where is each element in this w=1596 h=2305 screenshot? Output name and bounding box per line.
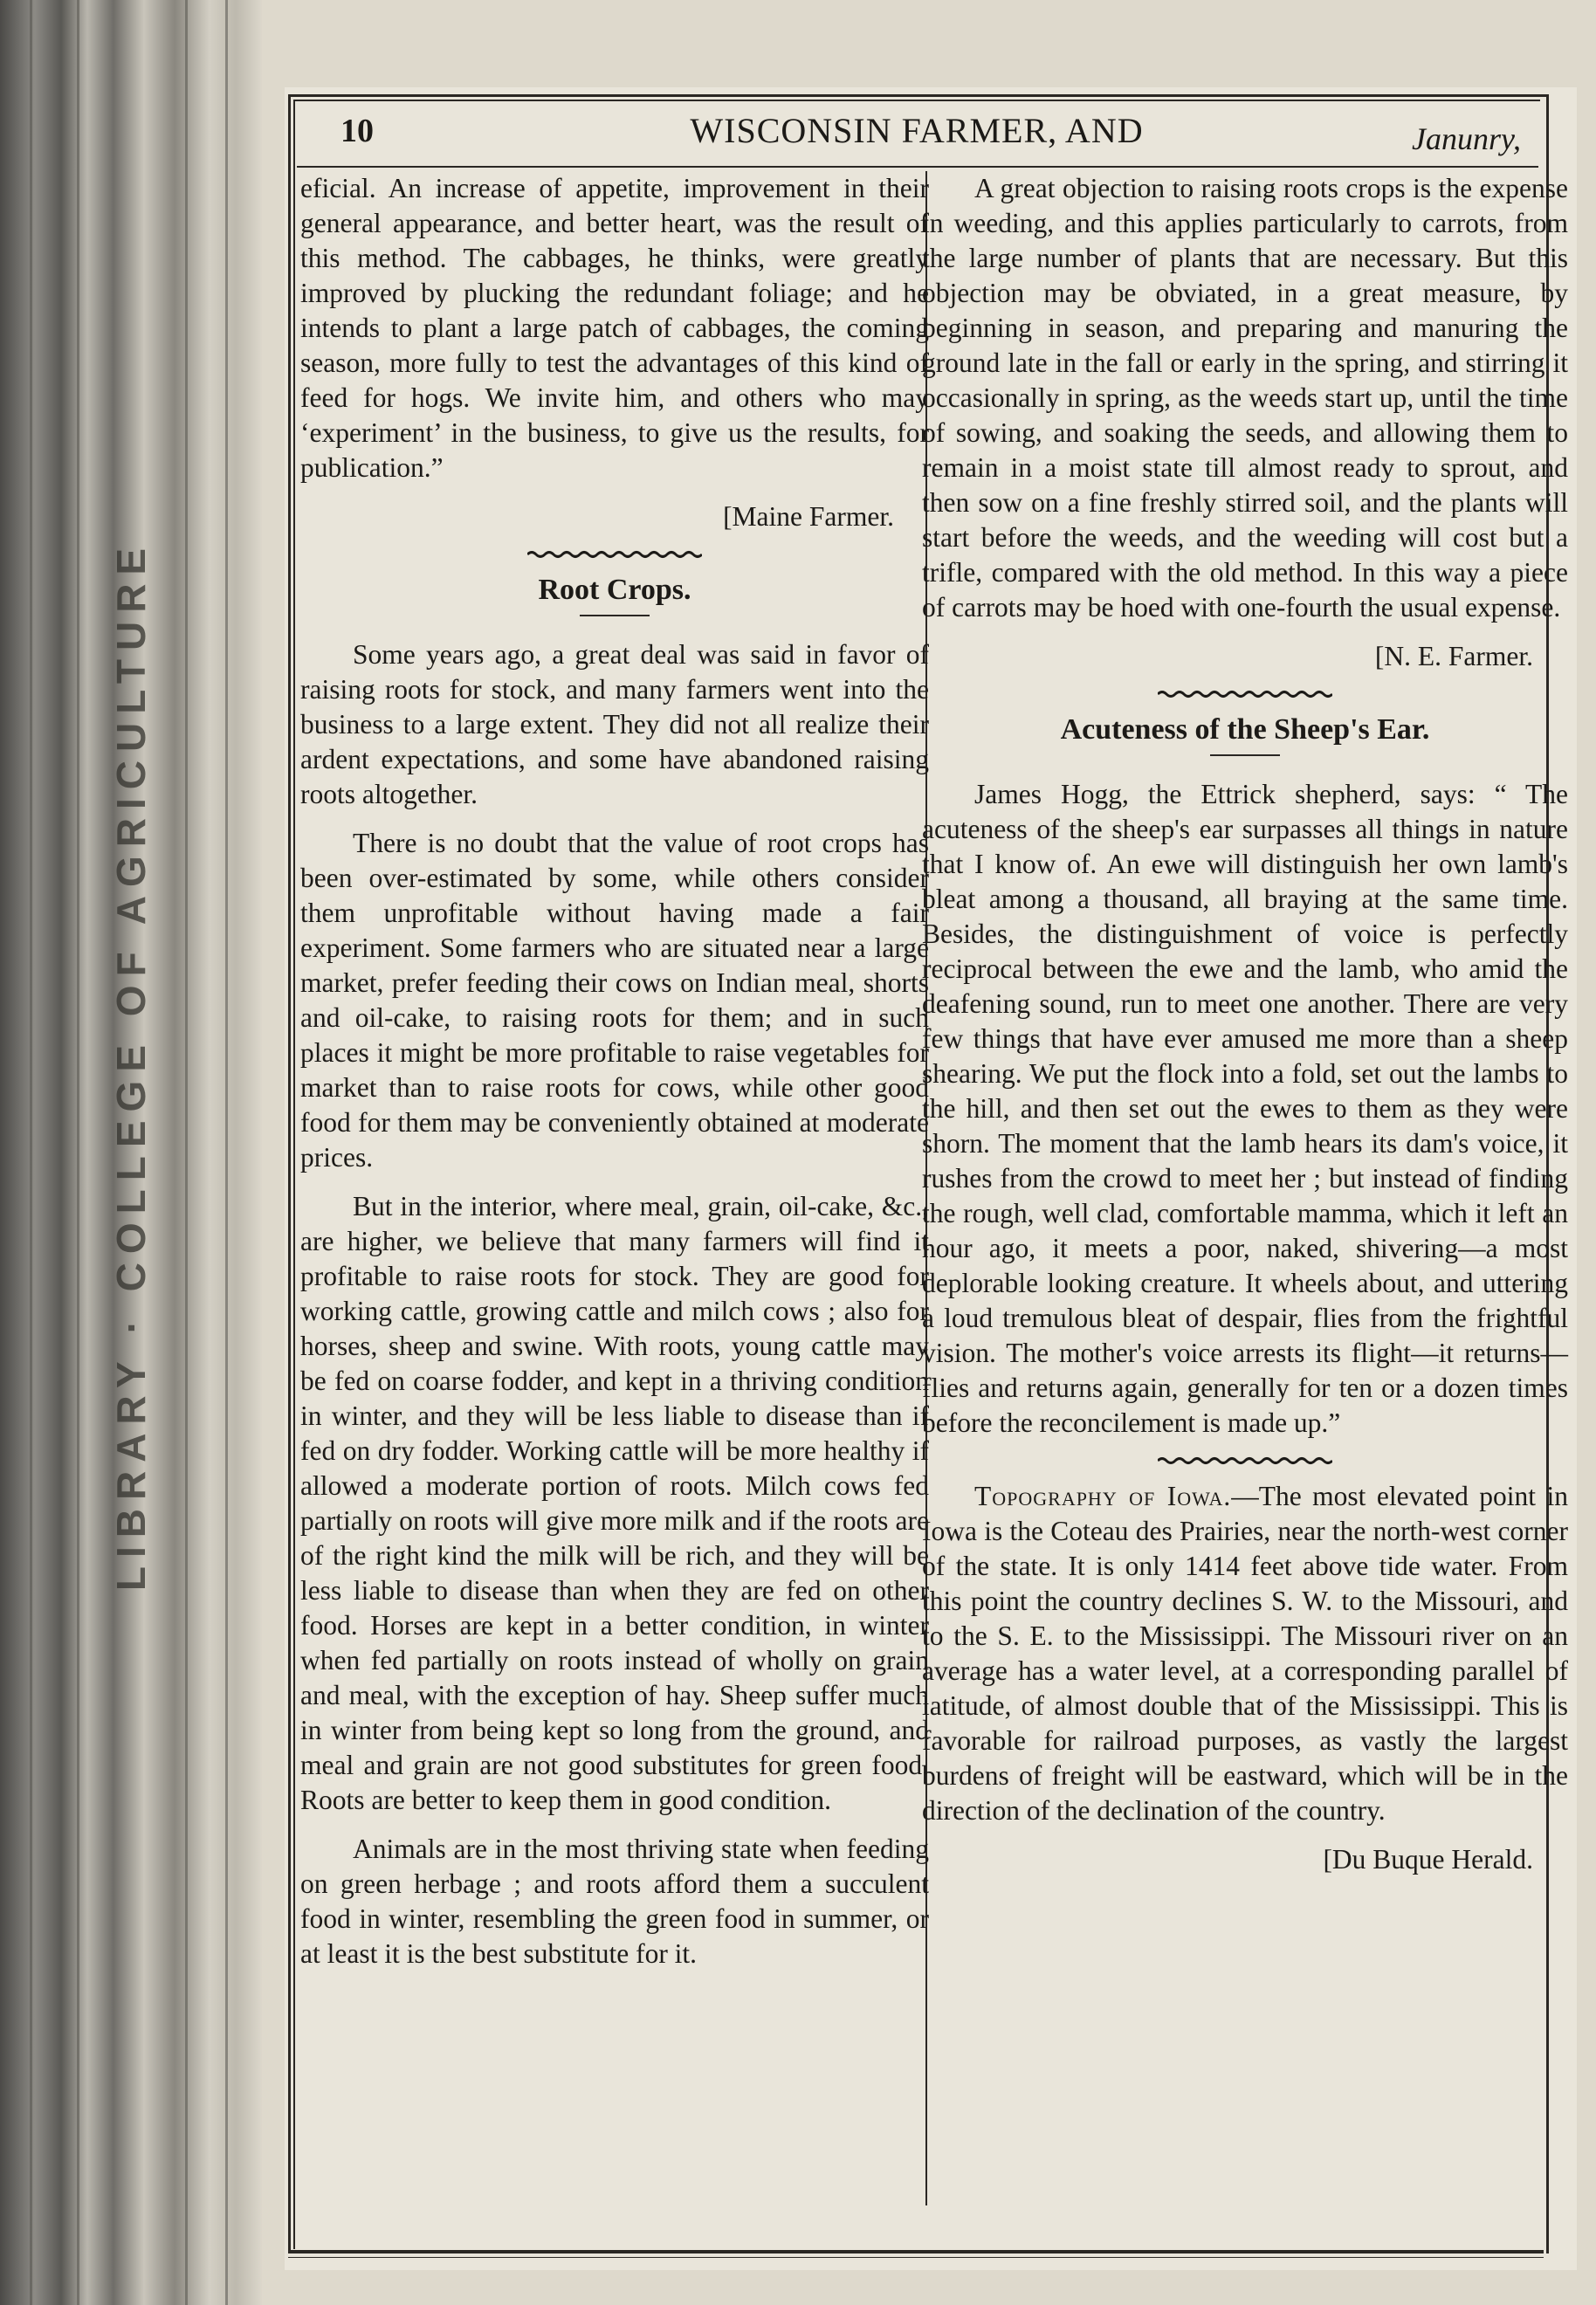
article-paragraph-iowa bbox=[922, 1479, 1568, 1828]
page-number: 10 bbox=[341, 113, 374, 149]
footer-rule-thin bbox=[288, 2257, 1544, 2258]
binding-stripe bbox=[30, 0, 32, 2305]
running-header bbox=[297, 103, 1537, 164]
article-paragraph: There is no doubt that the value of root crops has been over-estimated by some, while others consider them unprofitable without having made a fair experiment. Some farmers who are situated near a large market, prefer feeding their cows on Indian meal, shorts and oil-cake, to raising roots for them; and in such places it might be more profitable to raise vegetables for market than to raise roots for cows, while other good food for them may be conveniently obtained at moderate prices. bbox=[300, 828, 929, 1173]
footer-rule bbox=[288, 2250, 1544, 2253]
column-left bbox=[300, 171, 929, 1985]
heading-underline bbox=[1210, 754, 1280, 756]
wavy-divider bbox=[1158, 688, 1332, 700]
binding-stripe bbox=[185, 0, 188, 2305]
article-paragraph: A great objection to raising roots crops is the expense in weeding, and this applies particularly to carrots, from the large number of plants that are necessary. But this objection may be obviated, in a great measure, by beginning in season, and preparing and manuring the ground late in the fall or early in the spring, and stirring it occasionally in spring, as the weeds start up, until the time of sowing, and soaking the seeds, and allowing them to remain in a moist state till almost ready to sprout, and then sow on a fine freshly stirred soil, and the plants will start before the weeds, and the weeding will cost but a trifle, compared with the old method. In this way a piece of carrots may be hoed with one-fourth the usual expense. bbox=[922, 173, 1568, 623]
article-heading-root-crops: Root Crops. bbox=[538, 574, 691, 606]
spine-stamp: LIBRARY · COLLEGE OF AGRICULTURE bbox=[108, 539, 154, 1592]
wavy-divider bbox=[1158, 1455, 1332, 1467]
article-paragraph: Animals are in the most thriving state when feeding on green herbage ; and roots afford them a succulent food in winter, resembling the green food in summer, or at least it is the best substitute for it. bbox=[300, 1834, 929, 1969]
source-credit: [Du Buque Herald. bbox=[1323, 1844, 1533, 1875]
source-credit: [N. E. Farmer. bbox=[1374, 641, 1533, 671]
publication-title: WISCONSIN FARMER, AND bbox=[690, 111, 1144, 150]
iowa-lead-in: Topography of Iowa. bbox=[974, 1481, 1232, 1511]
iowa-body: —The most elevated point in Iowa is the Coteau des Prairies, near the north-west corner of the state. It is only 1414 feet above tide water. From this point the country declines S. W. to the Missouri, and to the S. E. to the Mississippi. The Missouri river on an average has a water level, at a corresponding parallel of latitude, of almost double that of the Mississippi. This is favorable for railroad purposes, as vastly the largest burdens of freight will be eastward, which will be in the direction of the declination of the country. bbox=[922, 1481, 1568, 1826]
issue-month: Janunry, bbox=[1412, 121, 1521, 156]
column-right bbox=[922, 171, 1568, 1891]
article-paragraph: James Hogg, the Ettrick shepherd, says: “ The acuteness of the sheep's ear surpasses all things in nature that I know of. An ewe will distinguish her own lamb's bleat among a thousand, all braying at the same time. Besides, the distinguishment of voice is perfectly reciprocal between the ewe and the lamb, who amid the deafening sound, run to meet one another. There are very few things that have ever amused me more than a sheep shearing. We put the flock into a fold, set out the lambs to the hill, and then set out the ewes to them as they were shorn. The moment that the lamb hears its dam's voice, it rushes from the crowd to meet her ; but instead of finding the rough, well clad, comfortable mamma, which it left an hour ago, it meets a poor, naked, shivering—a most deplorable looking creature. It wheels about, and uttering a loud tremulous bleat of despair, flies from the frightful vision. The mother's voice arrests its flight—it returns—flies and returns again, generally for ten or a dozen times before the reconcilement is made up.” bbox=[922, 779, 1568, 1438]
binding-stripe bbox=[77, 0, 79, 2305]
continued-article-text: eficial. An increase of appetite, improvement in their general appearance, and better heart, was the result of this method. The cabbages, he thinks, were greatly improved by plucking the redundant foliage; and he intends to plant a large patch of cabbages, the coming season, more fully to test the advantages of this kind of feed for hogs. We invite him, and others who may ‘experiment’ in the business, to give us the results, for publication.” bbox=[300, 173, 929, 483]
binding-stripe bbox=[225, 0, 228, 2305]
wavy-divider bbox=[527, 548, 702, 561]
heading-underline bbox=[580, 615, 650, 616]
article-paragraph: Some years ago, a great deal was said in favor of raising roots for stock, and many farmers went into the business to a large extent. They did not all realize their ardent expectations, and some have abandoned raising roots altogether. bbox=[300, 639, 929, 809]
article-paragraph: But in the interior, where meal, grain, oil-cake, &c., are higher, we believe that many farmers will find it profitable to raise roots for stock. They are good for working cattle, growing cattle and milch cows ; also for horses, sheep and swine. With roots, young cattle may be fed on coarse fodder, and kept in a thriving condition in winter, and they will be less liable to disease than if fed on dry fodder. Working cattle will be more healthy if allowed a moderate portion of roots. Milch cows fed partially on roots will give more milk and if the roots are of the right kind the milk will be rich, and they will be less liable to disease than when they are fed on other food. Horses are kept in a better condition, in winter when fed partially on roots instead of wholly on grain and meal, with the exception of hay. Sheep suffer much in winter from being kept so long from the ground, and meal and grain are not good substitutes for green food. Roots are better to keep them in good condition. bbox=[300, 1191, 929, 1815]
source-credit: [Maine Farmer. bbox=[723, 501, 894, 532]
header-rule bbox=[297, 166, 1538, 168]
article-heading-sheeps-ear: Acuteness of the Sheep's Ear. bbox=[1060, 713, 1430, 746]
